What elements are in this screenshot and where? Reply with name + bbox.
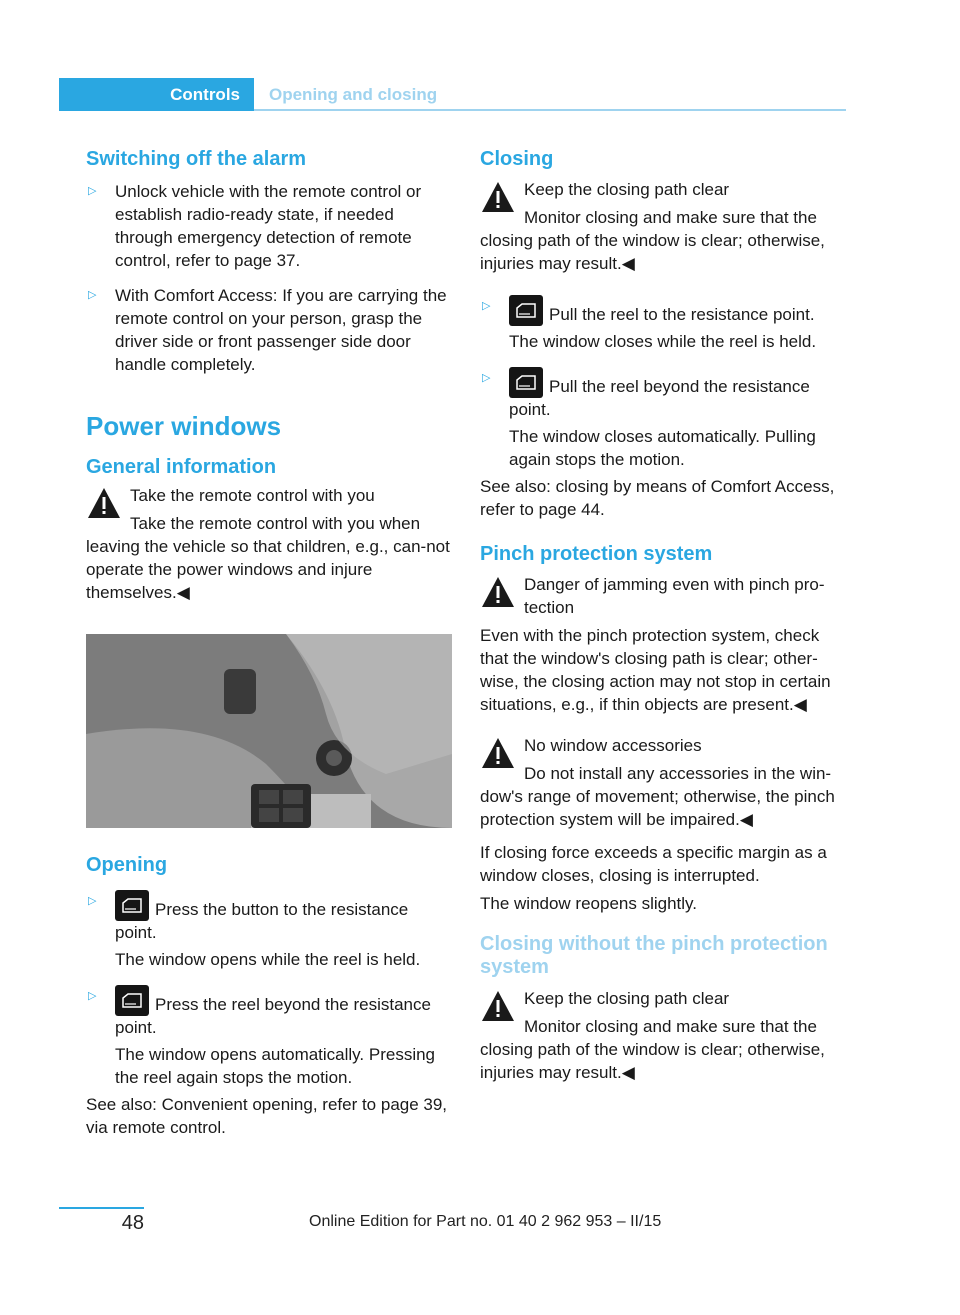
bullet-triangle-icon: ▷ (482, 372, 491, 384)
warning-text: closing path of the window is clear; otherwise, injuries may result.◀ (480, 1040, 825, 1082)
bullet-triangle-icon: ▷ (88, 990, 97, 1002)
power-windows-heading: Power windows (86, 411, 282, 441)
warning-block (86, 484, 454, 604)
window-close-button-icon (509, 367, 543, 398)
list-item (86, 985, 454, 1089)
closing-step (509, 367, 847, 421)
edition-text: Online Edition for Part no. 01 40 2 962 953 – II/15 (309, 1213, 662, 1230)
window-close-button-icon (509, 295, 543, 326)
warning-text: dow's range of movement; otherwise, the pinch protection system will be impaired.◀ (480, 787, 835, 829)
alarm-bullet-text: Unlock vehicle with the remote control or establish radio-ready state, if needed through emergency detection of remote control, refer to page 37. (115, 182, 422, 270)
bullet-triangle-icon: ▷ (88, 895, 97, 907)
list-item (86, 890, 454, 971)
closing-step-text: Pull the reel to the resistance point. (549, 305, 815, 324)
warning-title: Keep the closing path clear (524, 180, 730, 199)
alarm-bullet-text: With Comfort Access: If you are carrying the remote control on your person, grasp the driver side or front passenger side door handle completely. (115, 286, 447, 374)
window-open-button-icon (115, 890, 149, 921)
warning-block (480, 734, 847, 831)
warning-text: Do not install any accessories in the win- (524, 764, 832, 783)
bullet-triangle-icon: ▷ (88, 185, 97, 197)
opening-step-sub: The window opens automatically. Pressing the reel again stops the motion. (115, 1045, 436, 1087)
closing-step-sub: The window closes automatically. Pulling again stops the motion. (509, 427, 816, 469)
list-item (480, 367, 847, 471)
warning-title: Keep the closing path clear (524, 989, 730, 1008)
warning-block (480, 178, 847, 275)
warning-icon (480, 180, 516, 214)
warning-text: leaving the vehicle so that children, e.g., can-not operate the power windows and injure themselves.◀ (86, 537, 450, 602)
right-column (480, 146, 847, 1084)
page-header (59, 78, 846, 111)
opening-step (115, 890, 454, 944)
pinch-heading: Pinch protection system (480, 543, 713, 565)
warning-text: Even with the pinch protection system, check that the window's closing path is clear; other-wise, the closing action may not stop in certain situations, e.g., if thin objects are present.◀ (480, 626, 831, 714)
header-subsection: Opening and closing (269, 85, 438, 104)
header-rule (254, 109, 846, 111)
opening-step-sub: The window opens while the reel is held. (115, 950, 421, 969)
warning-icon (480, 575, 516, 609)
closing-step (509, 295, 847, 326)
page-number: 48 (121, 1212, 144, 1234)
left-column (86, 146, 454, 1139)
opening-step-text: Press the reel beyond the resistance point. (115, 995, 431, 1037)
list-item (480, 295, 847, 353)
closing-heading: Closing (480, 148, 554, 170)
door-panel-illustration (86, 634, 452, 828)
footer-rule (59, 1207, 144, 1209)
warning-title: No window accessories (524, 736, 702, 755)
warning-title: Take the remote control with you (130, 486, 375, 505)
list-item (86, 180, 454, 272)
closing-see-also: See also: closing by means of Comfort Access, refer to page 44. (480, 477, 835, 519)
warning-block (480, 573, 847, 716)
without-pinch-heading: Closing without the pinch protection system (480, 933, 828, 978)
warning-title: Danger of jamming even with pinch pro-tection (524, 575, 825, 617)
opening-step-text: Press the button to the resistance point. (115, 900, 409, 942)
pinch-paragraph: The window reopens slightly. (480, 894, 698, 913)
window-open-button-icon (115, 985, 149, 1016)
list-item (86, 284, 454, 376)
closing-step-sub: The window closes while the reel is held. (509, 332, 817, 351)
door-panel-photo (86, 634, 452, 828)
alarm-heading: Switching off the alarm (86, 148, 307, 170)
warning-block (480, 987, 847, 1084)
warning-icon (480, 736, 516, 770)
warning-text: Monitor closing and make sure that the (524, 208, 817, 227)
warning-text: Monitor closing and make sure that the (524, 1017, 817, 1036)
opening-heading: Opening (86, 854, 168, 876)
warning-icon (86, 486, 122, 520)
warning-text: closing path of the window is clear; otherwise, injuries may result.◀ (480, 231, 825, 273)
opening-see-also: See also: Convenient opening, refer to page 39, via remote control. (86, 1095, 448, 1137)
pinch-paragraph: If closing force exceeds a specific margin as a window closes, closing is interrupted. (480, 843, 827, 885)
header-section: Controls (59, 78, 254, 111)
general-info-heading: General information (86, 456, 277, 478)
opening-step (115, 985, 454, 1039)
bullet-triangle-icon: ▷ (88, 289, 97, 301)
bullet-triangle-icon: ▷ (482, 300, 491, 312)
closing-step-text: Pull the reel beyond the resistance point. (509, 377, 810, 419)
warning-text: Take the remote control with you when (130, 514, 421, 533)
warning-icon (480, 989, 516, 1023)
